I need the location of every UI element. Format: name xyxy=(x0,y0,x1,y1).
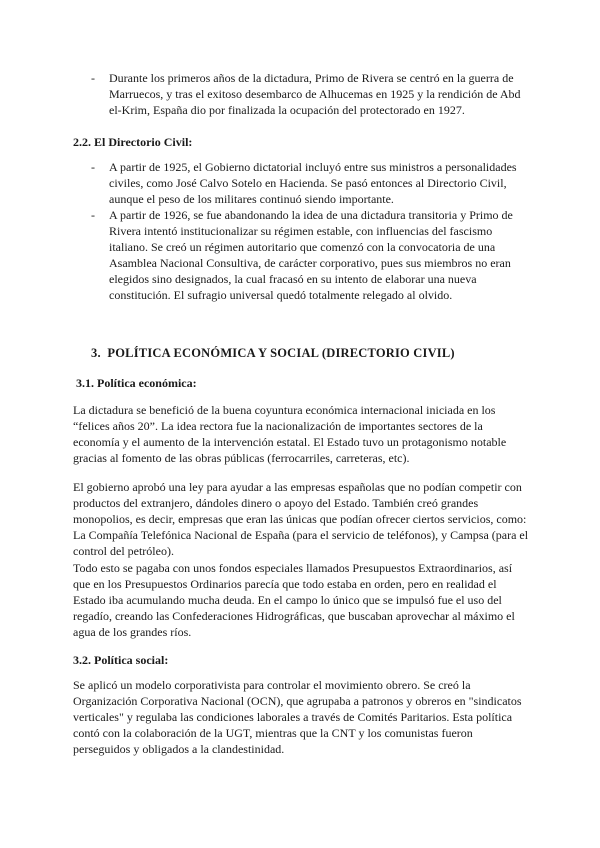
list-item xyxy=(91,159,531,207)
bullet-text: Durante los primeros años de la dictadura, Primo de Rivera se centró en la guerra de Marruecos, y tras el exitoso desembarco de Alhucemas en 1925 y la rendición de Abd el-Krim, España dio por finalizada la ocupación del protectorado en 1927. xyxy=(109,71,521,117)
section-heading-3-2: 3.2. Política social: xyxy=(73,653,169,667)
bullet-dash: - xyxy=(91,160,95,174)
section-heading-3-1: 3.1. Política económica: xyxy=(76,376,197,390)
paragraph-politica-social: Se aplicó un modelo corporativista para controlar el movimiento obrero. Se creó la Organización Corporativa Nacional (OCN), que agrupaba a patronos y obreros en "sindicatos verticales" y regulaba las condiciones laborales a través de Comités Paritarios. Esta política contó con la colaboración de la UGT, mientras que la CNT y los comunistas fueron perseguidos y obligados a la clandestinidad. xyxy=(73,678,522,756)
bullet-text: A partir de 1926, se fue abandonando la idea de una dictadura transitoria y Primo de Rivera intentó institucionalizar su régimen estable, con influencias del fascismo italiano. Se creó un régimen autoritario que comenzó con la convocatoria de una Asamblea Nacional Consultiva, de carácter corporativo, pues sus miembros no eran elegidos sino designados, la cual fracasó en su intento de elaborar una nueva constitución. El sufragio universal quedó totalmente relegado al olvido. xyxy=(109,208,513,302)
intro-bullet-list xyxy=(91,70,531,118)
paragraph-economia-1: La dictadura se benefició de la buena coyuntura económica internacional iniciada en los “felices años 20”. La idea rectora fue la nacionalización de importantes sectores de la economía y el aumento de la intervención estatal. El Estado tuvo un protagonismo notable gracias al fomento de las obras públicas (ferrocarriles, carreteras, etc). xyxy=(73,403,507,465)
paragraph-economia-2: El gobierno aprobó una ley para ayudar a las empresas españolas que no podían competir con productos del extranjero, dándoles dinero o apoyo del Estado. También creó grandes monopolios, es decir, empresas que eran las únicas que podían ofrecer ciertos servicios, como: La Compañía Telefónica Nacional de España (para el servicio de teléfonos), y Campsa (para el control del petróleo). xyxy=(73,480,529,558)
bullet-text: A partir de 1925, el Gobierno dictatorial incluyó entre sus ministros a personalidades civiles, como José Calvo Sotelo en Hacienda. Se pasó entonces al Directorio Civil, aunque el peso de los militares continuó siendo importante. xyxy=(109,160,517,206)
list-item xyxy=(91,70,531,118)
section-heading-3: 3. POLÍTICA ECONÓMICA Y SOCIAL (DIRECTORIO CIVIL) xyxy=(91,346,455,360)
directorio-civil-bullet-list xyxy=(91,159,531,303)
bullet-dash: - xyxy=(91,71,95,85)
list-item xyxy=(91,207,531,303)
section-heading-2-2: 2.2. El Directorio Civil: xyxy=(73,135,193,149)
bullet-dash: - xyxy=(91,208,95,222)
paragraph-economia-3: Todo esto se pagaba con unos fondos especiales llamados Presupuestos Extraordinarios, así que en los Presupuestos Ordinarios parecía que todo estaba en orden, pero en realidad el Estado iba acumulando mucha deuda. En el campo lo único que se impulsó fue el uso del regadío, creando las Confederaciones Hidrográficas, que buscaban aprovechar al máximo el agua de los grandes ríos. xyxy=(73,561,515,639)
